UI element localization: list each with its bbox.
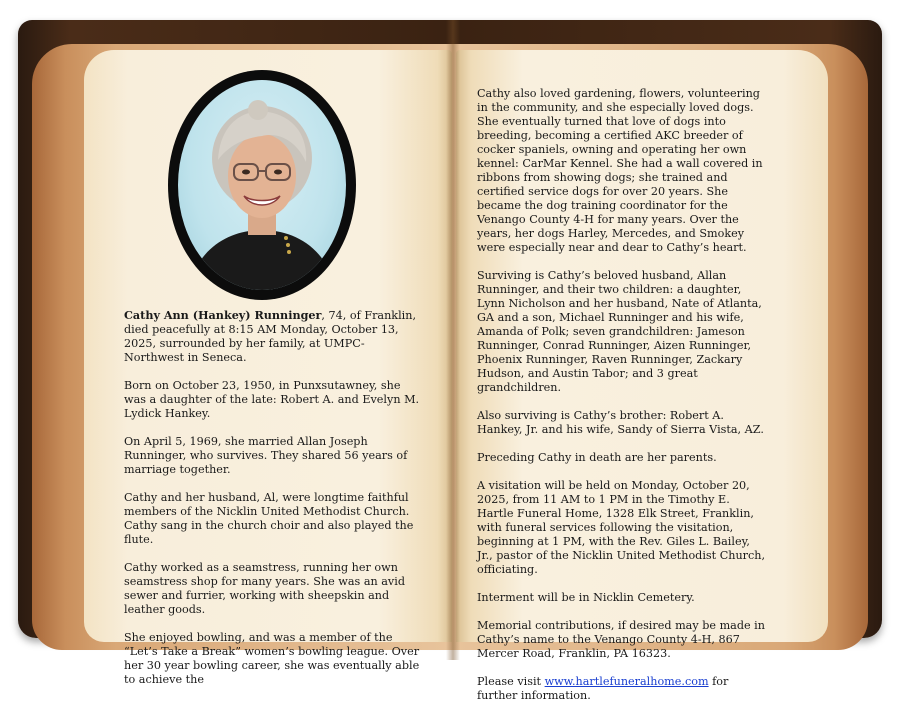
portrait-frame [168,70,356,300]
right-paragraph: A visitation will be held on Monday, October 20, 2025, from 11 AM to 1 PM in the Timothy E. Hartle Funeral Home, 1328 Elk Street, Franklin, with funeral services following the visitation, beginning at 1 PM, with the Rev. Giles L. Bailey, Jr., pastor of the Nicklin United Methodist Church, officiating. [477,479,766,576]
left-paragraph: She enjoyed bowling, and was a member of the “Let’s Take a Break” women’s bowling league. Over her 30 year bowling career, she was eventually able to achieve the [124,631,420,686]
visit-paragraph [477,675,769,703]
visit-suffix: for further information. [477,675,729,702]
intro-text: , 74, of Franklin, died peacefully at 8:15 AM Monday, October 13, 2025, surrounded by her family, at UMPC-Northwest in Seneca. [124,309,416,364]
funeral-home-link[interactable]: www.hartlefuneralhome.com [544,675,709,688]
intro-paragraph [124,308,424,365]
deceased-name: Cathy Ann (Hankey) Runninger [124,308,322,322]
left-paragraph: Cathy worked as a seamstress, running her own seamstress shop for many years. She was an avid sewer and furrier, working with sheepskin and leather goods. [124,561,405,616]
right-paragraph: Memorial contributions, if desired may be made in Cathy’s name to the Venango County 4-H, 867 Mercer Road, Franklin, PA 16323. [477,619,765,660]
left-page-text [124,308,424,701]
right-paragraph: Cathy also loved gardening, flowers, volunteering in the community, and she especially loved dogs. She eventually turned that love of dogs into breeding, becoming a certified AKC breeder of cocker spaniels, owning and operating her own kennel: CarMar Kennel. She had a wall covered in ribbons from showing dogs; she trained and certified service dogs for over 20 years. She became the dog training coordinator for the Venango County 4-H for many years. Over the years, her dogs Harley, Mercedes, and Smokey were especially near and dear to Cathy’s heart. [477,87,763,254]
book-gutter [446,20,460,660]
right-paragraph: Preceding Cathy in death are her parents. [477,451,717,464]
left-paragraph: Cathy and her husband, Al, were longtime faithful members of the Nicklin United Methodist Church. Cathy sang in the church choir and also played the flute. [124,491,414,546]
right-page-text [477,87,769,717]
left-paragraph: Born on October 23, 1950, in Punxsutawney, she was a daughter of the late: Robert A. and Evelyn M. Lydick Hankey. [124,379,420,420]
left-paragraph: On April 5, 1969, she married Allan Joseph Runninger, who survives. They shared 56 years of marriage together. [124,435,408,476]
portrait-photo [178,80,346,290]
right-paragraph: Surviving is Cathy’s beloved husband, Allan Runninger, and their two children: a daughter, Lynn Nicholson and her husband, Nate of Atlanta, GA and a son, Michael Runninger and his wife, Amanda of Polk; seven grandchildren: Jameson Runninger, Conrad Runninger, Aizen Runninger, Phoenix Runninger, Raven Runninger, Zackary Hudson, and Austin Tabor; and 3 great grandchildren. [477,269,762,394]
portrait-illustration [178,80,346,290]
right-paragraph: Also surviving is Cathy’s brother: Robert A. Hankey, Jr. and his wife, Sandy of Sierra Vista, AZ. [477,409,764,436]
visit-prefix: Please visit [477,675,545,688]
right-paragraph: Interment will be in Nicklin Cemetery. [477,591,695,604]
